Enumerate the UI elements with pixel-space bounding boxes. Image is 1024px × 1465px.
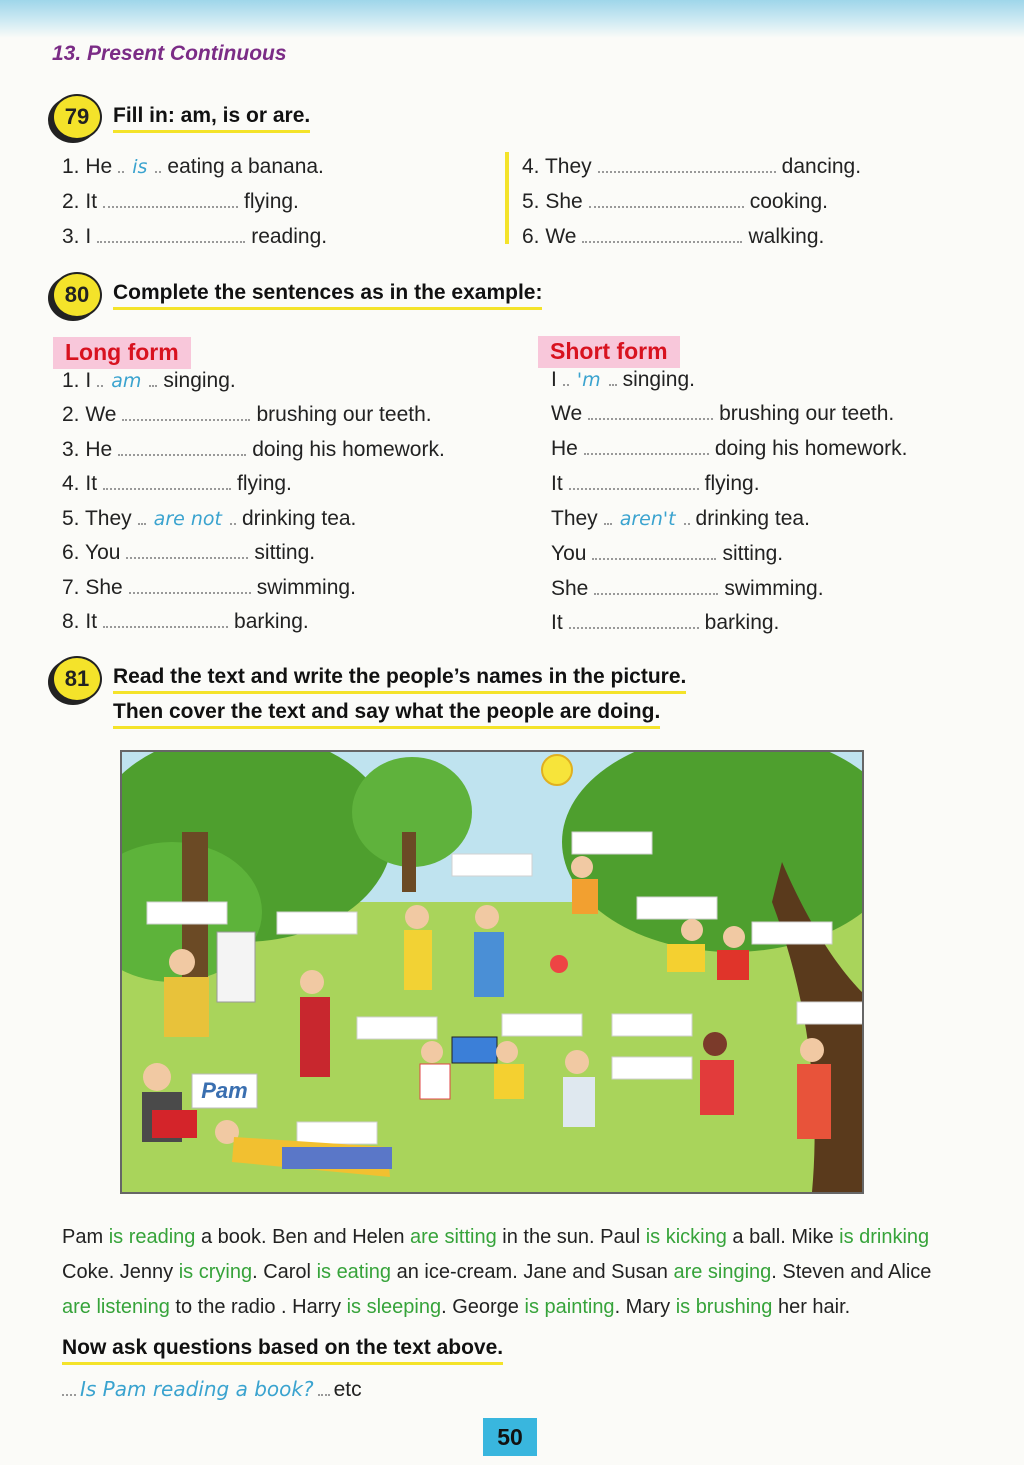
verb-phrase: is sleeping [346,1296,442,1318]
ask-questions-heading: Now ask questions based on the text above. [62,1336,503,1365]
text-segment: Pam [62,1226,109,1248]
exercise-81-text [62,1220,962,1325]
verb-phrase: is crying [178,1261,253,1283]
text-segment: a ball. Mike [726,1226,840,1248]
exercise-81-instruction-2: Then cover the text and say what the people are doing. [113,700,660,729]
short-form-row-7[interactable]: She swimming. [551,577,824,600]
top-color-band [0,0,1024,38]
short-form-row-6[interactable]: You sitting. [551,542,784,565]
ask-example-answer: Is Pam reading a book? [80,1377,314,1401]
page-number: 50 [483,1418,537,1456]
ex79-item-5[interactable]: 5. She cooking. [522,190,828,213]
verb-phrase: is painting [524,1296,615,1318]
short-form-row-3[interactable]: He doing his homework. [551,437,908,460]
long-form-row-6[interactable]: 6. You sitting. [62,541,316,564]
text-segment: . Carol [252,1261,317,1283]
text-segment: . Steven and Alice [771,1261,932,1283]
verb-phrase: is kicking [645,1226,727,1248]
short-form-row-4[interactable]: It flying. [551,472,760,495]
ask-example-suffix: etc [333,1378,362,1401]
text-segment: to the radio . Harry [169,1296,347,1318]
exercise-81-instruction-1: Read the text and write the people’s names in the picture. [113,665,686,694]
chapter-title: 13. Present Continuous [52,42,287,65]
verb-phrase: is reading [108,1226,196,1248]
short-form-row-5: They aren't drinking tea. [551,507,810,530]
long-form-row-3[interactable]: 3. He doing his homework. [62,438,445,461]
column-divider [505,152,509,244]
exercise-79-instruction: Fill in: am, is or are. [113,104,310,133]
exercise-81-badge: 81 [52,656,102,702]
name-label-pam: Pam [201,1078,248,1103]
text-segment: her hair. [772,1296,851,1318]
exercise-80-instruction: Complete the sentences as in the example: [113,281,542,310]
long-form-row-8[interactable]: 8. It barking. [62,610,309,633]
ex79-item-1: 1. He is eating a banana. [62,155,324,178]
verb-phrase: is brushing [675,1296,773,1318]
long-form-row-7[interactable]: 7. She swimming. [62,576,356,599]
verb-phrase: is drinking [839,1226,930,1248]
ex79-item-3[interactable]: 3. I reading. [62,225,328,248]
short-form-heading: Short form [538,336,680,368]
long-form-row-2[interactable]: 2. We brushing our teeth. [62,403,432,426]
short-form-row-8[interactable]: It barking. [551,611,780,634]
ex79-item-4[interactable]: 4. They dancing. [522,155,862,178]
text-segment: an ice-cream. Jane and Susan [391,1261,674,1283]
exercise-79-badge: 79 [52,94,102,140]
long-form-heading: Long form [53,337,191,369]
verb-phrase: are listening [62,1296,170,1318]
text-segment: Coke. Jenny [62,1261,179,1283]
ex79-item-6[interactable]: 6. We walking. [522,225,825,248]
long-form-row-4[interactable]: 4. It flying. [62,472,292,495]
text-segment: . George [441,1296,525,1318]
text-segment: . Mary [614,1296,676,1318]
text-segment: in the sun. Paul [496,1226,646,1248]
long-form-row-1: 1. I am singing. [62,369,236,392]
text-segment: a book. Ben and Helen [195,1226,411,1248]
short-form-row-1: I 'm singing. [551,368,695,391]
verb-phrase: are sitting [410,1226,497,1248]
verb-phrase: is eating [316,1261,392,1283]
park-scene-picture [120,750,864,1194]
short-form-row-2[interactable]: We brushing our teeth. [551,402,895,425]
ask-questions-example [62,1377,362,1402]
exercise-80-badge: 80 [52,272,102,318]
verb-phrase: are singing [673,1261,772,1283]
ex79-item-2[interactable]: 2. It flying. [62,190,299,213]
park-scene-illustration [122,752,862,1192]
long-form-row-5: 5. They are not drinking tea. [62,507,357,530]
